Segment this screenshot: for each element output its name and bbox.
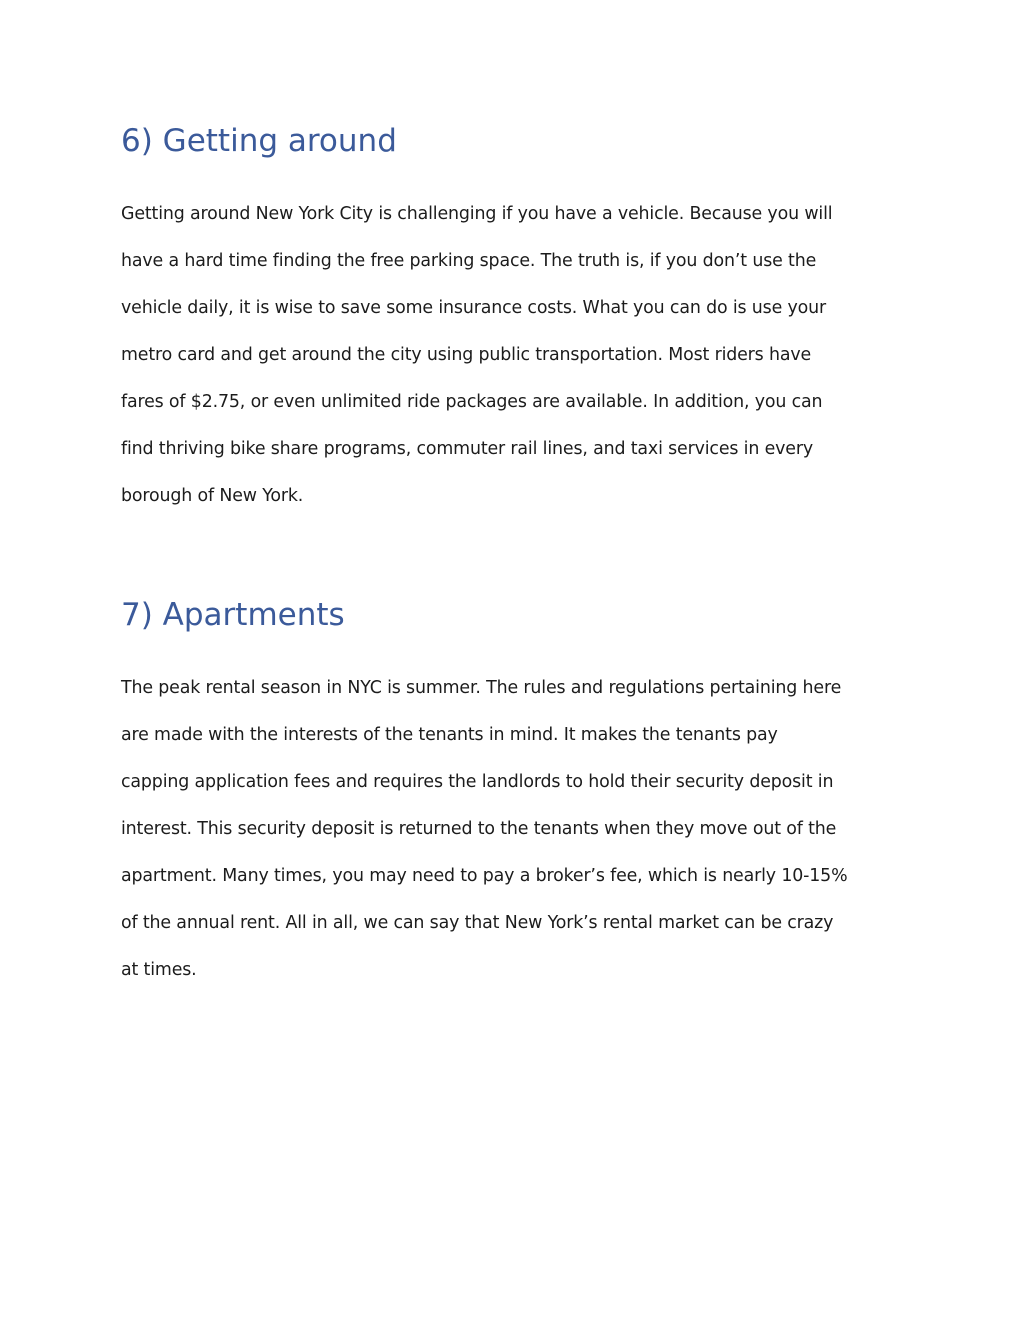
section-heading: 7) Apartments: [121, 597, 345, 633]
section-heading: 6) Getting around: [121, 123, 397, 159]
paragraph-line: fares of $2.75, or even unlimited ride packages are available. In addition, you can: [121, 392, 823, 412]
paragraph-line: are made with the interests of the tenants in mind. It makes the tenants pay: [121, 725, 778, 745]
paragraph-line: metro card and get around the city using public transportation. Most riders have: [121, 345, 812, 365]
paragraph-line: of the annual rent. All in all, we can say that New York’s rental market can be crazy: [121, 913, 834, 933]
section-getting-around: [121, 121, 921, 520]
paragraph-line: borough of New York.: [121, 486, 304, 506]
paragraph-line: at times.: [121, 960, 197, 980]
paragraph-line: have a hard time finding the free parking space. The truth is, if you don’t use the: [121, 251, 817, 271]
paragraph-line: interest. This security deposit is returned to the tenants when they move out of the: [121, 819, 837, 839]
section-paragraph: [121, 665, 921, 994]
paragraph-line: capping application fees and requires the landlords to hold their security deposit in: [121, 772, 834, 792]
paragraph-line: Getting around New York City is challenging if you have a vehicle. Because you will: [121, 204, 833, 224]
paragraph-line: find thriving bike share programs, commuter rail lines, and taxi services in every: [121, 439, 813, 459]
paragraph-line: apartment. Many times, you may need to pay a broker’s fee, which is nearly 10-15%: [121, 866, 848, 886]
paragraph-line: The peak rental season in NYC is summer. The rules and regulations pertaining here: [121, 678, 842, 698]
section-apartments: [121, 595, 921, 994]
paragraph-line: vehicle daily, it is wise to save some insurance costs. What you can do is use your: [121, 298, 827, 318]
section-paragraph: [121, 191, 921, 520]
